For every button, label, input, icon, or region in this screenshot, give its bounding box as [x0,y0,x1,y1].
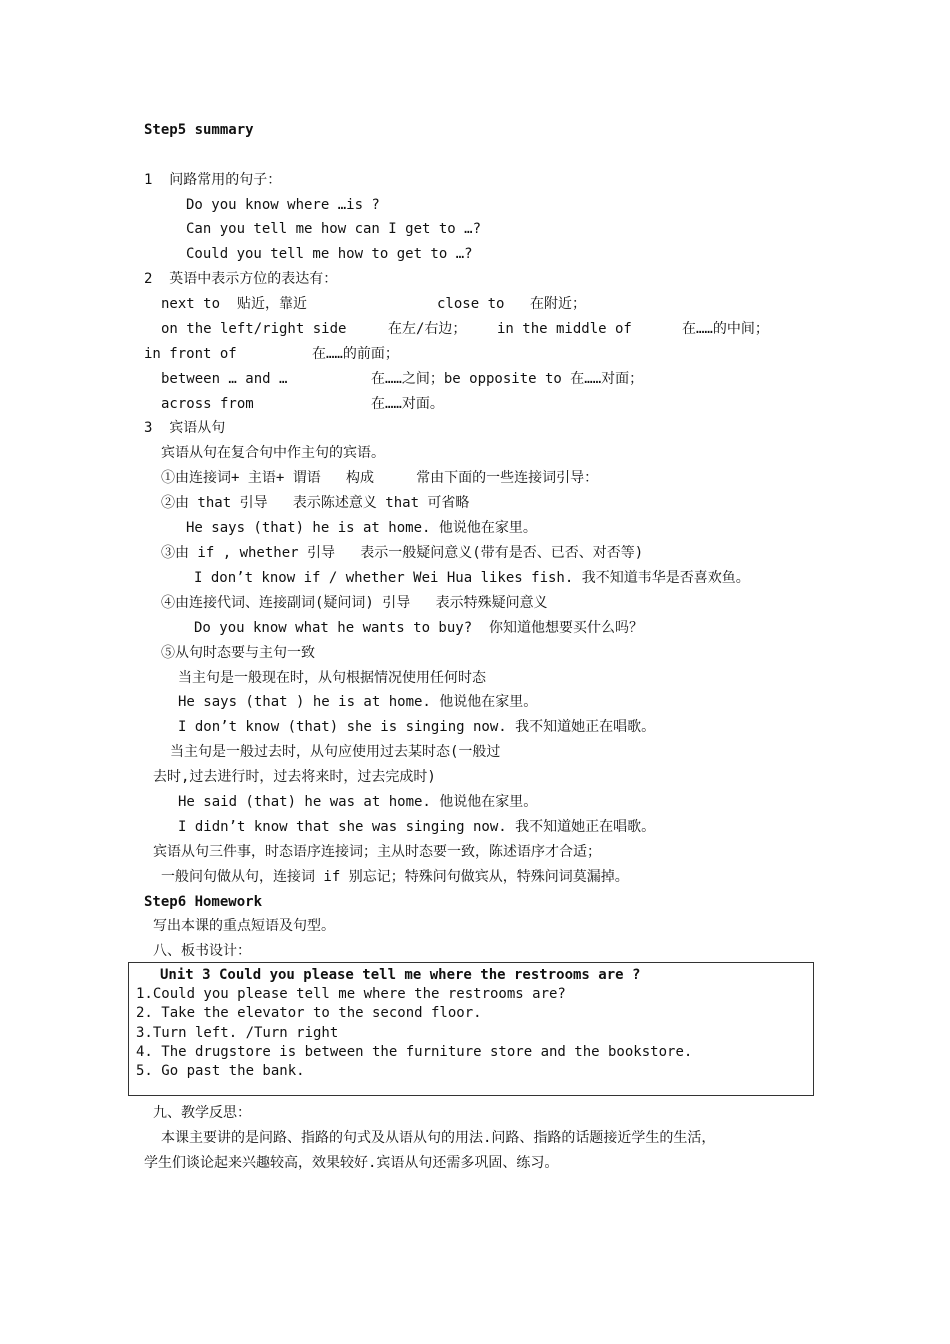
sentence-3: Could you tell me how to get to …? [186,246,473,262]
s3-rhyme: 一般问句做从句，连接词 if 别忘记；特殊问句做宾从，特殊问词莫漏掉。 [161,869,629,885]
phrase-between-cn: 在……之间；be opposite to 在……对面； [371,371,644,387]
s3-example: He says (that ) he is at home. 他说他在家里。 [178,694,538,710]
step5-title: Step5 summary [144,122,254,138]
s3-line: ②由 that 引导 表示陈述意义 that 可省略 [161,495,470,511]
board-heading: 八、板书设计： [153,943,251,959]
s3-line: 当主句是一般现在时，从句根据情况使用任何时态 [178,670,486,686]
phrase-close-to-cn: 在附近； [530,296,586,312]
board-design-box [128,962,814,1096]
phrase-next-to: next to [161,296,221,312]
s3-line: ⑤从句时态要与主句一致 [161,645,315,661]
s3-example: Do you know what he wants to buy? 你知道他想要买什么吗？ [194,620,644,636]
board-line: 3.Turn left. /Turn right [136,1025,339,1041]
phrase-across: across from [161,396,254,412]
s3-line: 去时,过去进行时，过去将来时，过去完成时) [153,769,436,785]
s3-line: ④由连接代词、连接副词(疑问词) 引导 表示特殊疑问意义 [161,595,548,611]
step6-text: 写出本课的重点短语及句型。 [153,918,335,934]
s3-line: 当主句是一般过去时，从句应使用过去某时态(一般过 [170,744,501,760]
section1-heading: 1 问路常用的句子： [144,172,282,188]
phrase-front: in front of [144,346,237,362]
reflection-line-1: 本课主要讲的是问路、指路的句式及从语从句的用法.问路、指路的话题接近学生的生活， [161,1130,716,1146]
s3-line: ①由连接词+ 主语+ 谓语 构成 常由下面的一些连接词引导： [161,470,599,486]
s3-line: ③由 if , whether 引导 表示一般疑问意义(带有是否、已否、对否等) [161,545,644,561]
s3-rhyme: 宾语从句三件事，时态语序连接词；主从时态要一致，陈述语序才合适； [153,844,601,860]
board-line: 2. Take the elevator to the second floor. [136,1005,482,1021]
reflection-heading: 九、教学反思： [153,1105,251,1121]
board-line: 5. Go past the bank. [136,1063,305,1079]
s3-example: I didn’t know that she was singing now. 我不知道她正在唱歌。 [178,819,656,835]
s3-example: I don’t know (that) she is singing now. 我不知道她正在唱歌。 [178,719,656,735]
sentence-2: Can you tell me how can I get to …? [186,221,482,237]
phrase-side-cn: 在左/右边； [388,321,467,337]
phrase-middle-cn: 在……的中间； [682,321,769,337]
board-line: 4. The drugstore is between the furniture store and the bookstore. [136,1044,693,1060]
phrase-middle: in the middle of [497,321,632,337]
board-line: 1.Could you please tell me where the restrooms are? [136,986,566,1002]
s3-example: I don’t know if / whether Wei Hua likes fish. 我不知道韦华是否喜欢鱼。 [194,570,750,586]
section2-heading: 2 英语中表示方位的表达有： [144,271,338,287]
s3-example: He says (that) he is at home. 他说他在家里。 [186,520,537,536]
phrase-between: between … and … [161,371,288,387]
step6-title: Step6 Homework [144,894,263,910]
phrase-front-cn: 在……的前面； [312,346,399,362]
phrase-side: on the left/right side [161,321,347,337]
sentence-1: Do you know where …is ? [186,197,380,213]
board-title: Unit 3 Could you please tell me where the restrooms are ? [160,967,641,983]
s3-example: He said (that) he was at home. 他说他在家里。 [178,794,538,810]
phrase-next-to-cn: 贴近，靠近 [237,296,307,312]
s3-line: 宾语从句在复合句中作主句的宾语。 [161,445,385,461]
phrase-across-cn: 在……对面。 [371,396,444,412]
phrase-close-to: close to [437,296,505,312]
reflection-line-2: 学生们谈论起来兴趣较高，效果较好.宾语从句还需多巩固、练习。 [144,1155,559,1171]
section3-heading: 3 宾语从句 [144,420,226,436]
